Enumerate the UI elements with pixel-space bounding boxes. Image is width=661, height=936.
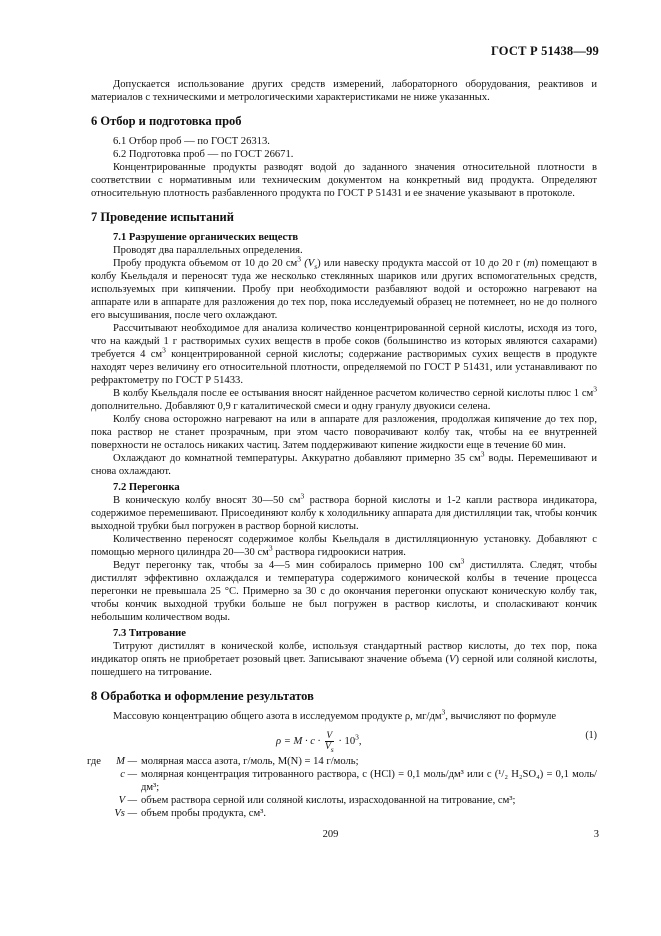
s71-p6: Охлаждают до комнатной температуры. Аккуратно добавляют примерно 35 $см^3$ воды. Перемешивают и снова охлаждают. <box>91 449 597 477</box>
legend-term: V — <box>118 795 137 806</box>
subsection-7-2-title: 7.2 Перегонка <box>113 482 180 493</box>
legend-where-word: где <box>87 756 101 767</box>
s72-p3: Ведут перегонку так, чтобы за 4—5 мин собиралось примерно 100 $см^3$ дистиллята. Следят, чтобы дистиллят эффективно охлаждался и температура содержимого конической колбы в течение процесса перегонки не превышала 25 °С. Примерно за 30 с до окончания перегонки опускают коническую колбу так, чтобы кончик выходной трубки больше не был погружен в раствор кислоты, и споласкивают кончик небольшим количеством воды. <box>91 556 597 623</box>
legend-desc: объем раствора серной или соляной кислоты, израсходованной на титрование, см³; <box>141 795 516 806</box>
s71-p2: Пробу продукта объемом от 10 до 20 $см^3$ $(V_s)$ или навеску продукта массой от 10 до 20 г (m) помещают в колбу Кьельдаля и переносят туда же несколько стеклянных шариков или других вспомогательных средств, используемых при кипячении. Пробу при необходимости разбавляют водой и осторожно нагревают на аппарате или в аппарате для разложения до тех пор, пока исследуемый образец не потемнеет, но не до полного его высушивания, после чего охлаждают. <box>91 254 597 321</box>
formula-legend <box>87 755 597 820</box>
s71-p4: В колбу Кьельдаля после ее остывания вносят найденное расчетом количество серной кислоты плюс 1 $см^3$ дополнительно. Добавляют 0,9 г каталитической смеси и одну гранулу двуокиси селена. <box>91 384 597 412</box>
s71-p5: Колбу снова осторожно нагревают на или в аппарате для разложения, продолжая кипячение до тех пор, пока раствор не станет прозрачным, при этом часто поворачивают колбу так, чтобы на ее внутренней поверхности не осталось никаких частиц. Затем поддерживают кипение жидкости еще в течение 60 мин. <box>91 414 597 451</box>
s71-p1: Проводят два параллельных определения. <box>113 245 303 256</box>
formula-fraction <box>325 731 334 752</box>
legend-term: c — <box>120 769 137 780</box>
s73-p1: Титруют дистиллят в конической колбе, используя стандартный раствор кислоты, до тех пор, пока индикатор опять не приобретает розовый цвет. Записывают значение объема (V) серной или соляной кислоты, пошедшего на титрование. <box>91 641 597 678</box>
legend-desc: молярная концентрация титрованного раствора, c (HCl) = 0,1 моль/дм³ или c (¹/₂ H₂SO₄) = 0,1 моль/дм³; <box>141 769 597 793</box>
s6-p1: 6.1 Отбор проб — по ГОСТ 26313. <box>113 136 270 147</box>
formula-1 <box>91 725 597 754</box>
legend-desc: объем пробы продукта, см³. <box>141 808 267 819</box>
s6-p3: Концентрированные продукты разводят водой до заданного значения относительной плотности в соответствии с нормативным или техническим документом на конкретный вид продукта. Определяют относительную плотность разбавленного продукта по ГОСТ Р 51431 и ее значение указывают в протоколе. <box>91 162 597 199</box>
page-number: 209 <box>322 829 339 840</box>
corner-number: 3 <box>593 829 599 840</box>
subsection-7-3-title: 7.3 Титрование <box>113 628 186 639</box>
legend-term: M — <box>116 756 137 767</box>
legend-row <box>91 755 597 768</box>
section-7-title: 7 Проведение испытаний <box>91 210 234 224</box>
s8-p1: Массовую концентрацию общего азота в исследуемом продукте ρ, $мг/дм^3$, вычисляют по формуле <box>113 707 557 722</box>
subsection-7-1-title: 7.1 Разрушение органических веществ <box>113 232 299 243</box>
legend-desc: молярная масса азота, г/моль, M(N) = 14 г/моль; <box>141 756 359 767</box>
legend-row <box>91 807 597 820</box>
legend-row <box>91 768 597 794</box>
intro-paragraph: Допускается использование других средств измерений, лабораторного оборудования, реактивов и материалов с техническими и метрологическими характеристиками не ниже указанных. <box>91 79 597 103</box>
formula-numerator: V <box>326 731 333 741</box>
formula-tail: · $10^3$, <box>338 732 362 747</box>
s71-p3: Рассчитывают необходимое для анализа количество концентрированной серной кислоты, исходя из того, что на каждый 1 г растворимых сухих веществ в пробе соков (большинство из которых являются сахарами) требуется 4 $см^3$ концентрированной серной кислоты; содержание растворимых сухих веществ в продукте находят через величину его относительной плотности, определяемой по ГОСТ Р 51431, или устанавливают по рефрактометру по ГОСТ Р 51433. <box>91 323 598 386</box>
s6-p2: 6.2 Подготовка проб — по ГОСТ 26671. <box>113 149 294 160</box>
legend-term: Vs — <box>114 808 137 819</box>
formula-denominator: $V_s$ <box>324 742 334 754</box>
page-content <box>87 78 598 820</box>
standard-header: ГОСТ Р 51438—99 <box>490 44 599 58</box>
legend-row <box>91 794 597 807</box>
formula-lhs: ρ = M · c · <box>276 735 321 747</box>
s72-p2: Количественно переносят содержимое колбы Кьельдаля в дистилляционную установку. Добавляют с помощью мерного цилиндра 20—30 $см^3$ раствора гидроокиси натрия. <box>91 534 597 558</box>
section-6-title: 6 Отбор и подготовка проб <box>91 114 242 128</box>
section-8-title: 8 Обработка и оформление результатов <box>91 689 314 703</box>
s72-p1: В коническую колбу вносят 30—50 $см^3$ раствора борной кислоты и 1-2 капли раствора индикатора, содержимое перемешивают. Присоединяют колбу к холодильнику аппарата для дистилляции так, чтобы кончик выходной трубки был погружен в раствор борной кислоты. <box>91 491 598 532</box>
formula-number: (1) <box>585 730 597 741</box>
